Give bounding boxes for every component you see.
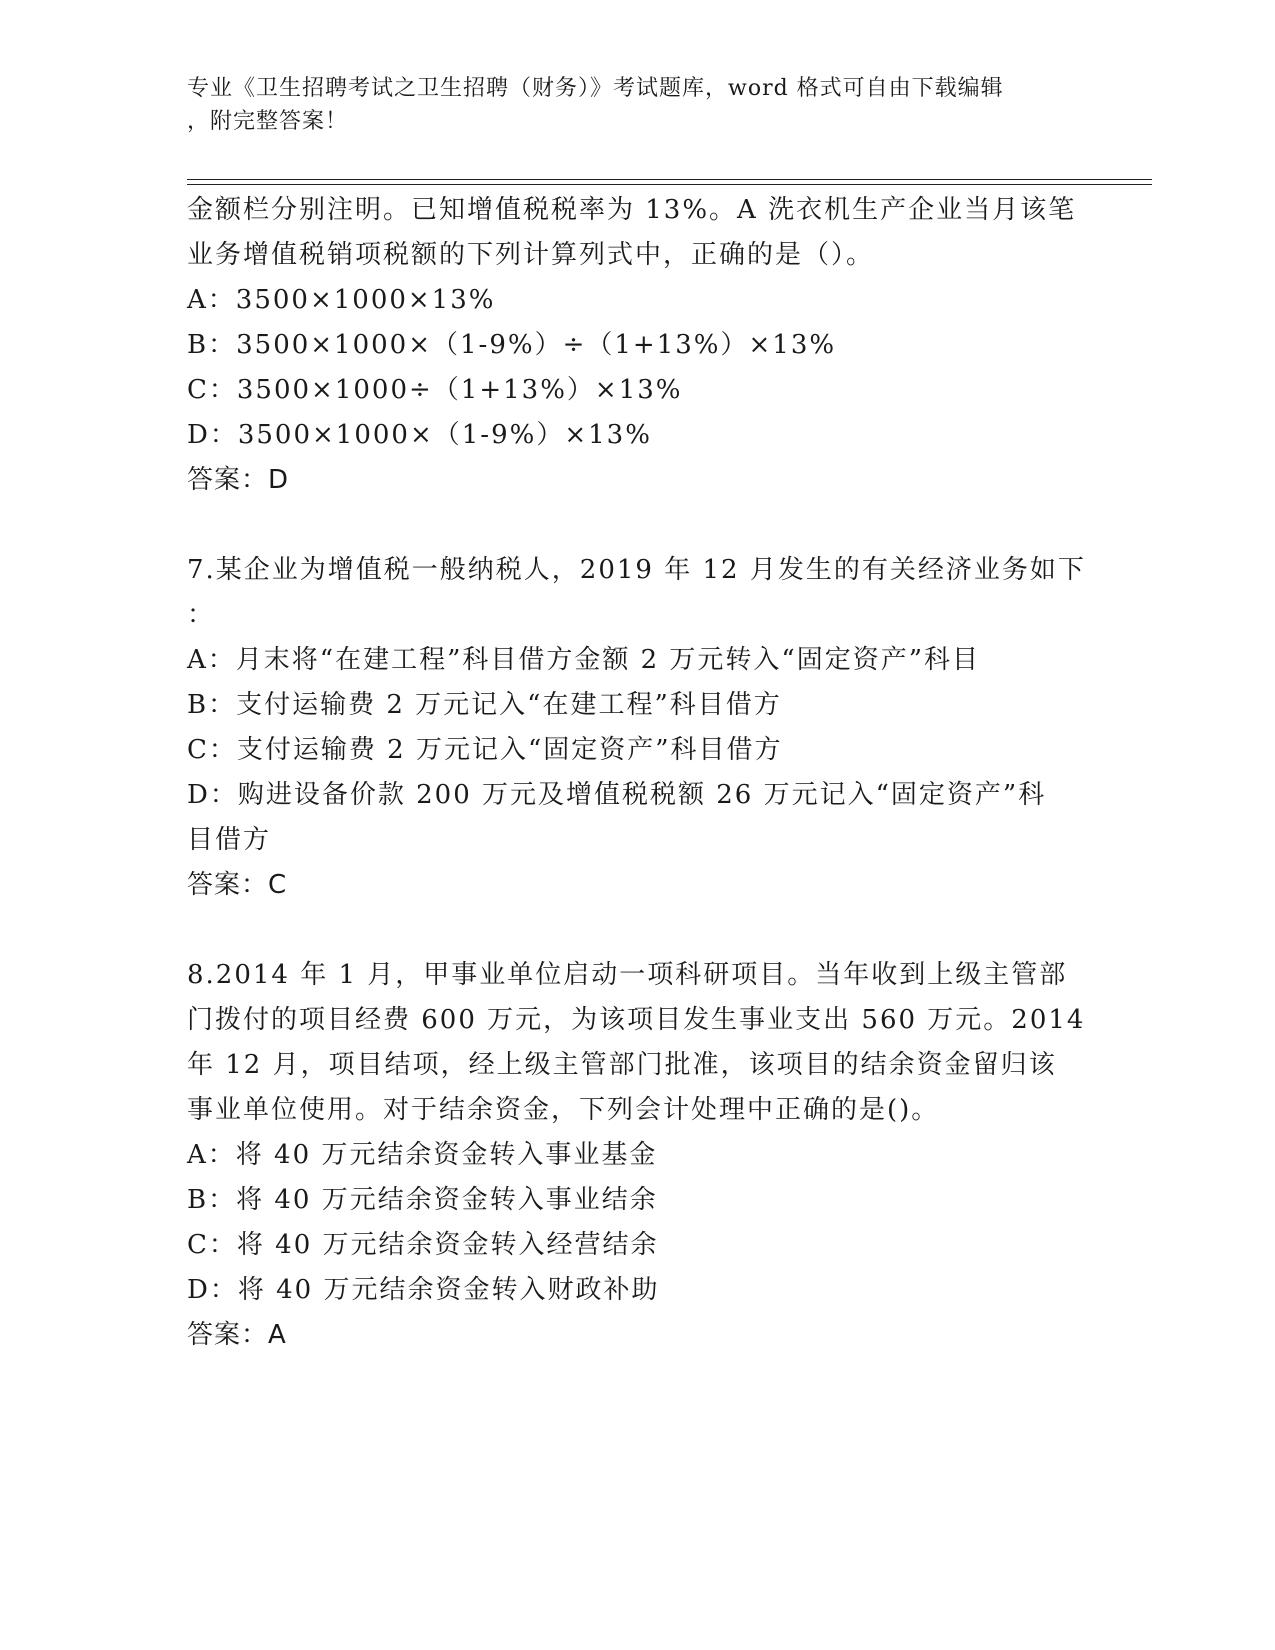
question-stem: 金额栏分别注明。已知增值税税率为 13%。A 洗衣机生产企业当月该笔: [187, 195, 1077, 225]
option-c: C：支付运输费 2 万元记入“固定资产”科目借方: [187, 735, 783, 765]
question-content: [187, 188, 1087, 1358]
question-stem: 门拨付的项目经费 600 万元，为该项目发生事业支出 560 万元。2014: [187, 1005, 1086, 1035]
question-6: [187, 188, 1087, 503]
option-c: C：3500×1000÷（1+13%）×13%: [187, 375, 683, 405]
option-a: A：月末将“在建工程”科目借方金额 2 万元转入“固定资产”科目: [187, 645, 981, 675]
option-a: A：将 40 万元结余资金转入事业基金: [187, 1140, 658, 1170]
option-a: A：3500×1000×13%: [187, 285, 496, 315]
answer-line: 答案：C: [187, 870, 288, 900]
question-stem: 8.2014 年 1 月，甲事业单位启动一项科研项目。当年收到上级主管部: [187, 960, 1068, 990]
question-stem: 年 12 月，项目结项，经上级主管部门批准，该项目的结余资金留归该: [187, 1050, 1057, 1080]
option-d: D：3500×1000×（1-9%）×13%: [187, 420, 652, 450]
question-7: [187, 548, 1087, 908]
header-divider-top: [187, 179, 1152, 180]
answer-line: 答案：A: [187, 1320, 287, 1350]
header-divider-bottom: [187, 184, 1152, 185]
option-b: B：3500×1000×（1-9%）÷（1+13%）×13%: [187, 330, 837, 360]
document-header: [187, 72, 1067, 138]
header-line-2: ，附完整答案！: [187, 109, 349, 134]
question-stem: 业务增值税销项税额的下列计算列式中，正确的是（）。: [187, 240, 875, 270]
question-stem: ：: [187, 600, 216, 630]
question-stem: 事业单位使用。对于结余资金，下列会计处理中正确的是()。: [187, 1095, 940, 1125]
header-line-1: 专业《卫生招聘考试之卫生招聘（财务）》考试题库，word 格式可自由下载编辑: [187, 76, 1004, 101]
option-d: D：购进设备价款 200 万元及增值税税额 26 万元记入“固定资产”科: [187, 780, 1047, 810]
option-d: D：将 40 万元结余资金转入财政补助: [187, 1275, 660, 1305]
answer-line: 答案：D: [187, 465, 290, 495]
spacer: [187, 503, 1087, 548]
question-stem: 7.某企业为增值税一般纳税人，2019 年 12 月发生的有关经济业务如下: [187, 555, 1086, 585]
option-b: B：支付运输费 2 万元记入“在建工程”科目借方: [187, 690, 782, 720]
option-d-continued: 目借方: [187, 825, 272, 855]
option-c: C：将 40 万元结余资金转入经营结余: [187, 1230, 659, 1260]
option-b: B：将 40 万元结余资金转入事业结余: [187, 1185, 658, 1215]
spacer: [187, 908, 1087, 953]
question-8: [187, 953, 1087, 1358]
